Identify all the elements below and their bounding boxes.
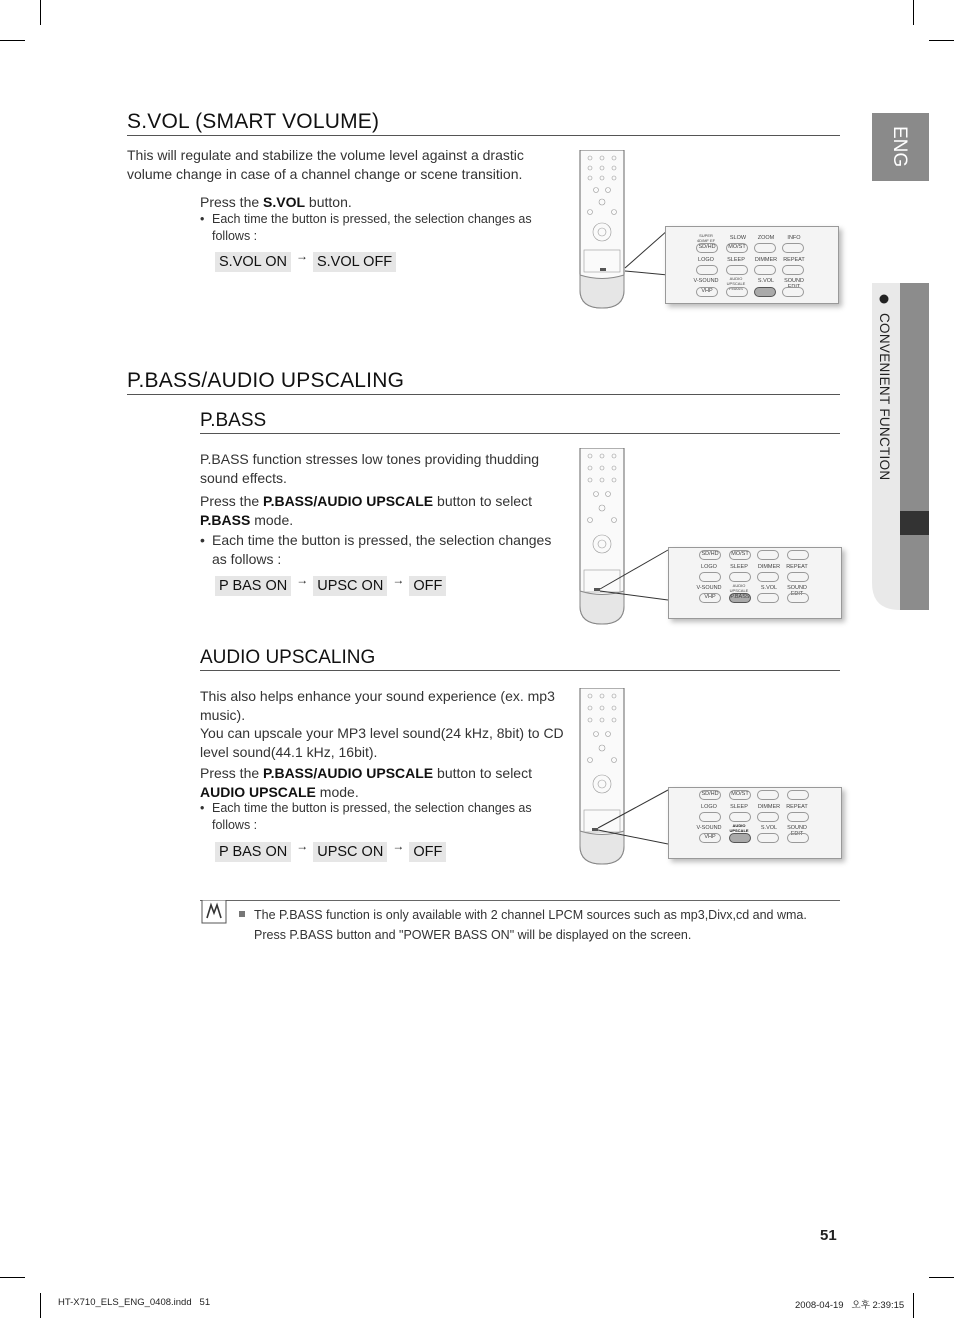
arrow-right-icon: → <box>296 839 309 853</box>
remote-label: INFO <box>787 235 801 241</box>
instruction-text: button to select <box>433 765 532 781</box>
upscale-mode: AUDIO UPSCALE <box>200 783 316 800</box>
remote-label: SLEEP <box>730 564 748 570</box>
remote-label: SUPER 4D/MF EF <box>696 233 716 243</box>
note-text-2: Press P.BASS button and "POWER BASS ON" will be displayed on the screen. <box>254 928 692 942</box>
instruction-text: Press the <box>200 493 264 509</box>
seq-item: S.VOL ON <box>215 252 291 272</box>
remote-button <box>782 243 804 253</box>
instruction-text: mode. <box>250 511 294 528</box>
remote-button: VHP <box>699 593 721 603</box>
pbass-bullet: • Each time the button is pressed, the selection changes as follows : <box>200 531 567 568</box>
section-sidebar <box>872 283 929 610</box>
footer-left: HT-X710_ELS_ENG_0408.indd 51 <box>58 1297 211 1308</box>
crop-mark <box>40 0 41 25</box>
instruction-text: button. <box>305 194 352 210</box>
crop-mark <box>913 1293 914 1318</box>
remote-button <box>787 812 809 822</box>
remote-button <box>757 593 779 603</box>
pbass-section-heading: P.BASS/AUDIO UPSCALING <box>127 369 840 395</box>
remote-button <box>754 243 776 253</box>
remote-button <box>699 572 721 582</box>
svol-bullet: • Each time the button is pressed, the selection changes as follows : <box>200 211 552 244</box>
remote-label: SOUND EDIT <box>787 825 807 837</box>
pbass-mode: P.BASS <box>200 511 251 528</box>
remote-label: LOGO <box>701 564 717 570</box>
remote-button <box>757 790 779 800</box>
seq-item: S.VOL OFF <box>313 252 396 272</box>
crop-mark <box>929 1277 954 1278</box>
remote-label: SOUND EDIT <box>787 585 807 597</box>
remote-label: S.VOL <box>760 585 778 591</box>
callout-lines <box>590 782 680 852</box>
remote-button <box>757 812 779 822</box>
callout-lines <box>590 540 680 610</box>
remote-button: VHP <box>696 287 718 297</box>
seq-item: OFF <box>409 842 446 862</box>
instruction-text: Press the <box>200 765 264 781</box>
remote-button: MO/ST <box>729 790 751 800</box>
note-icon <box>201 900 227 924</box>
upscale-key: P.BASS/AUDIO UPSCALE <box>263 765 434 781</box>
remote-label: S.VOL <box>757 278 775 284</box>
seq-item: P BAS ON <box>215 842 291 862</box>
pbass-key: P.BASS/AUDIO UPSCALE <box>263 493 434 509</box>
pbass-heading: P.BASS <box>200 410 840 434</box>
remote-button <box>787 790 809 800</box>
remote-button <box>787 550 809 560</box>
upscale-sequence <box>215 839 446 862</box>
remote-button <box>787 572 809 582</box>
remote-button <box>782 287 804 297</box>
remote-label: REPEAT <box>786 804 808 810</box>
svol-heading: S.VOL (SMART VOLUME) <box>127 110 840 136</box>
upscale-instruction <box>200 764 550 801</box>
upscale-button-highlight <box>729 833 751 843</box>
remote-label: S.VOL <box>760 825 778 831</box>
remote-button <box>726 265 748 275</box>
remote-button: SD/HD <box>696 243 718 253</box>
remote-label: SOUND EDIT <box>784 278 804 290</box>
pbass-instruction <box>200 492 550 529</box>
remote-label: SLOW <box>729 235 747 241</box>
remote-label: DIMMER <box>757 564 781 570</box>
remote-button <box>726 287 748 297</box>
seq-item: UPSC ON <box>313 842 387 862</box>
seq-item: P BAS ON <box>215 576 291 596</box>
svol-description: This will regulate and stabilize the volume level against a drastic volume change in case of a channel change or scene transition. <box>127 147 524 182</box>
instruction-text: Press the <box>200 194 264 210</box>
crop-mark <box>0 40 25 41</box>
instruction-text: mode. <box>315 783 359 800</box>
pbass-button-highlight: P.BASS <box>729 593 751 603</box>
note-text-1: The P.BASS function is only available with 2 channel LPCM sources such as mp3,Divx,cd and wma. <box>254 908 807 922</box>
language-label: ENG <box>889 126 910 168</box>
seq-item: UPSC ON <box>313 576 387 596</box>
remote-zoom-panel-pbass <box>668 547 842 619</box>
remote-label: LOGO <box>698 257 714 263</box>
svol-button-highlight <box>754 287 776 297</box>
crop-mark <box>913 0 914 25</box>
remote-button <box>757 833 779 843</box>
crop-mark <box>0 1277 25 1278</box>
remote-button: SD/HD <box>699 550 721 560</box>
remote-button: MO/ST <box>729 550 751 560</box>
arrow-right-icon: → <box>295 249 308 263</box>
upscale-description-1: This also helps enhance your sound experience (ex. mp3 music). <box>200 688 555 723</box>
arrow-right-icon: → <box>392 573 405 587</box>
note-bullet-icon <box>239 911 245 917</box>
language-tab <box>872 113 929 181</box>
crop-mark <box>40 1293 41 1318</box>
svol-instruction <box>200 193 560 212</box>
arrow-right-icon: → <box>296 573 309 587</box>
svol-sequence <box>215 249 396 272</box>
pbass-description: P.BASS function stresses low tones providing thudding sound effects. <box>200 451 540 486</box>
remote-label: DIMMER <box>757 804 781 810</box>
seq-item: OFF <box>409 576 446 596</box>
upscale-heading: AUDIO UPSCALING <box>200 647 840 671</box>
page-number: 51 <box>820 1227 837 1244</box>
remote-button <box>696 265 718 275</box>
remote-button <box>787 593 809 603</box>
remote-label: AUDIO UPSCALE P.BASS <box>726 276 746 291</box>
remote-button: SD/HD <box>699 790 721 800</box>
remote-label: V-SOUND <box>693 278 719 284</box>
remote-button <box>754 265 776 275</box>
remote-label: V-SOUND <box>696 585 722 591</box>
remote-label: REPEAT <box>783 257 805 263</box>
remote-button <box>757 550 779 560</box>
remote-button <box>787 833 809 843</box>
upscale-description-2: You can upscale your MP3 level sound(24 kHz, 8bit) to CD level sound(44.1 kHz, 16bit). <box>200 725 564 760</box>
remote-label: SLEEP <box>730 804 748 810</box>
svol-key: S.VOL <box>263 194 306 210</box>
note-divider <box>200 900 840 901</box>
remote-label: ZOOM <box>757 235 775 241</box>
remote-button: VHP <box>699 833 721 843</box>
remote-button <box>729 572 751 582</box>
remote-label: LOGO <box>701 804 717 810</box>
arrow-right-icon: → <box>392 839 405 853</box>
remote-button <box>729 812 751 822</box>
upscale-bullet: • Each time the button is pressed, the selection changes as follows : <box>200 800 552 833</box>
remote-label: V-SOUND <box>696 825 722 831</box>
remote-zoom-panel-svol <box>665 226 839 304</box>
remote-button <box>699 812 721 822</box>
remote-label: AUDIO UPSCALE <box>729 583 749 593</box>
section-label: CONVENIENT FUNCTION <box>877 313 892 481</box>
crop-mark <box>929 40 954 41</box>
remote-label: DIMMER <box>754 257 778 263</box>
remote-label: SLEEP <box>727 257 745 263</box>
remote-label: REPEAT <box>786 564 808 570</box>
remote-button <box>757 572 779 582</box>
remote-button <box>782 265 804 275</box>
instruction-text: button to select <box>433 493 532 509</box>
footer-right: 2008-04-19 오후 2:39:15 <box>795 1300 905 1311</box>
remote-zoom-panel-upscale <box>668 787 842 859</box>
remote-label: AUDIO UPSCALE <box>729 823 749 833</box>
remote-button: MO/ST <box>726 243 748 253</box>
pbass-sequence <box>215 573 446 596</box>
